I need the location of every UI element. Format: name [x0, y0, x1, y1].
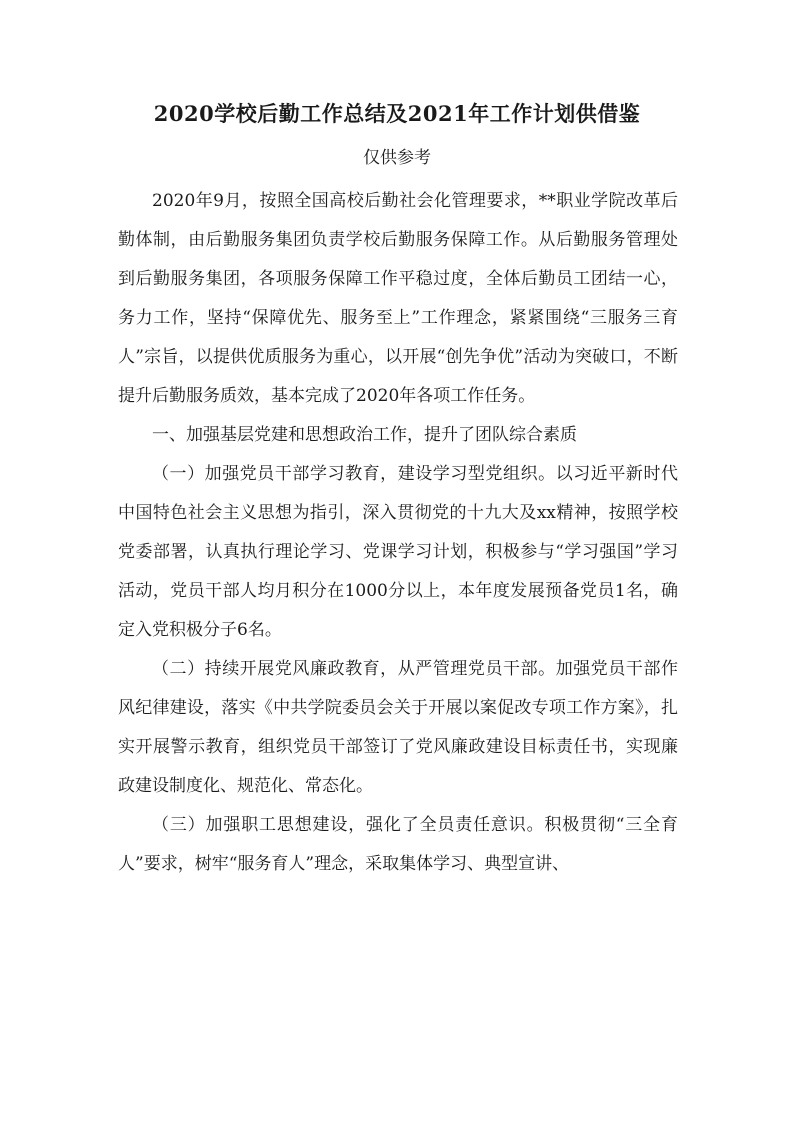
paragraph-intro: 2020年9月，按照全国高校后勤社会化管理要求，**职业学院改革后勤体制，由后勤服务集团负责学校后勤服务保障工作。从后勤服务管理处到后勤服务集团，各项服务保障工作平稳过度，全体后勤员工团结一心，务力工作，坚持“保障优先、服务至上”工作理念，紧紧围绕“三服务三育人”宗旨，以提供优质服务为重心，以开展“创先争优”活动为突破口，不断提升后勤服务质效，基本完成了2020年各项工作任务。 [118, 191, 678, 406]
section-heading-1: 一、加强基层党建和思想政治工作，提升了团队综合素质 [152, 425, 577, 445]
paragraph-3: （三）加强职工思想建设，强化了全员责任意识。积极贯彻“三全育人”要求，树牢“服务育人”理念，采取集体学习、典型宣讲、 [118, 815, 678, 874]
document-title: 2020学校后勤工作总结及2021年工作计划供借鉴 [153, 101, 641, 126]
paragraph-1: （一）加强党员干部学习教育，建设学习型党组织。以习近平新时代中国特色社会主义思想为指引，深入贯彻党的十九大及xx精神，按照学校党委部署，认真执行理论学习、党课学习计划，积极参与“学习强国”学习活动，党员干部人均月积分在1000分以上，本年度发展预备党员1名，确定入党积极分子6名。 [118, 464, 678, 640]
document-body [118, 182, 678, 884]
document-subtitle: 仅供参考 [363, 148, 431, 168]
paragraph-2: （二）持续开展党风廉政教育，从严管理党员干部。加强党员干部作风纪律建设，落实《中共学院委员会关于开展以案促改专项工作方案》，扎实开展警示教育，组织党员干部签订了党风廉政建设目标责任书，实现廉政建设制度化、规范化、常态化。 [118, 659, 678, 796]
